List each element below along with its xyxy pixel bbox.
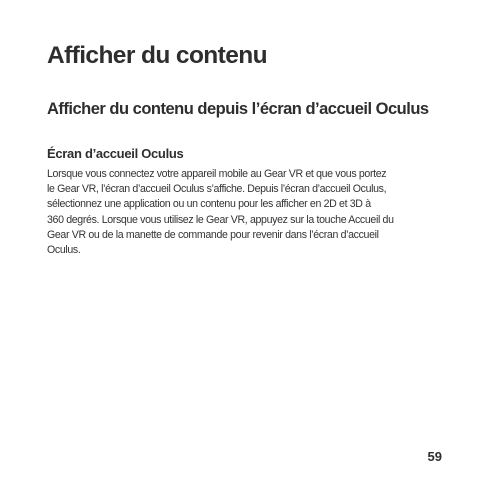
subsection-heading: Écran d’accueil Oculus [47,146,184,161]
section-heading: Afficher du contenu depuis l’écran d’accueil Oculus [47,100,429,118]
paragraph-line: Oculus. [47,244,81,257]
paragraph-line: Gear VR ou de la manette de commande pour revenir dans l’écran d’accueil [47,228,379,241]
paragraph-line: sélectionnez une application ou un contenu pour les afficher en 2D et 3D à [47,198,371,211]
page-title: Afficher du contenu [47,42,267,69]
paragraph-line: 360 degrés. Lorsque vous utilisez le Gear VR, appuyez sur la touche Accueil du [47,213,394,226]
paragraph-line: Lorsque vous connectez votre appareil mobile au Gear VR et que vous portez [47,168,387,180]
body-paragraph [47,167,447,258]
page-number: 59 [427,449,442,464]
paragraph-line: le Gear VR, l’écran d’accueil Oculus s’affiche. Depuis l’écran d’accueil Oculus, [47,183,387,196]
